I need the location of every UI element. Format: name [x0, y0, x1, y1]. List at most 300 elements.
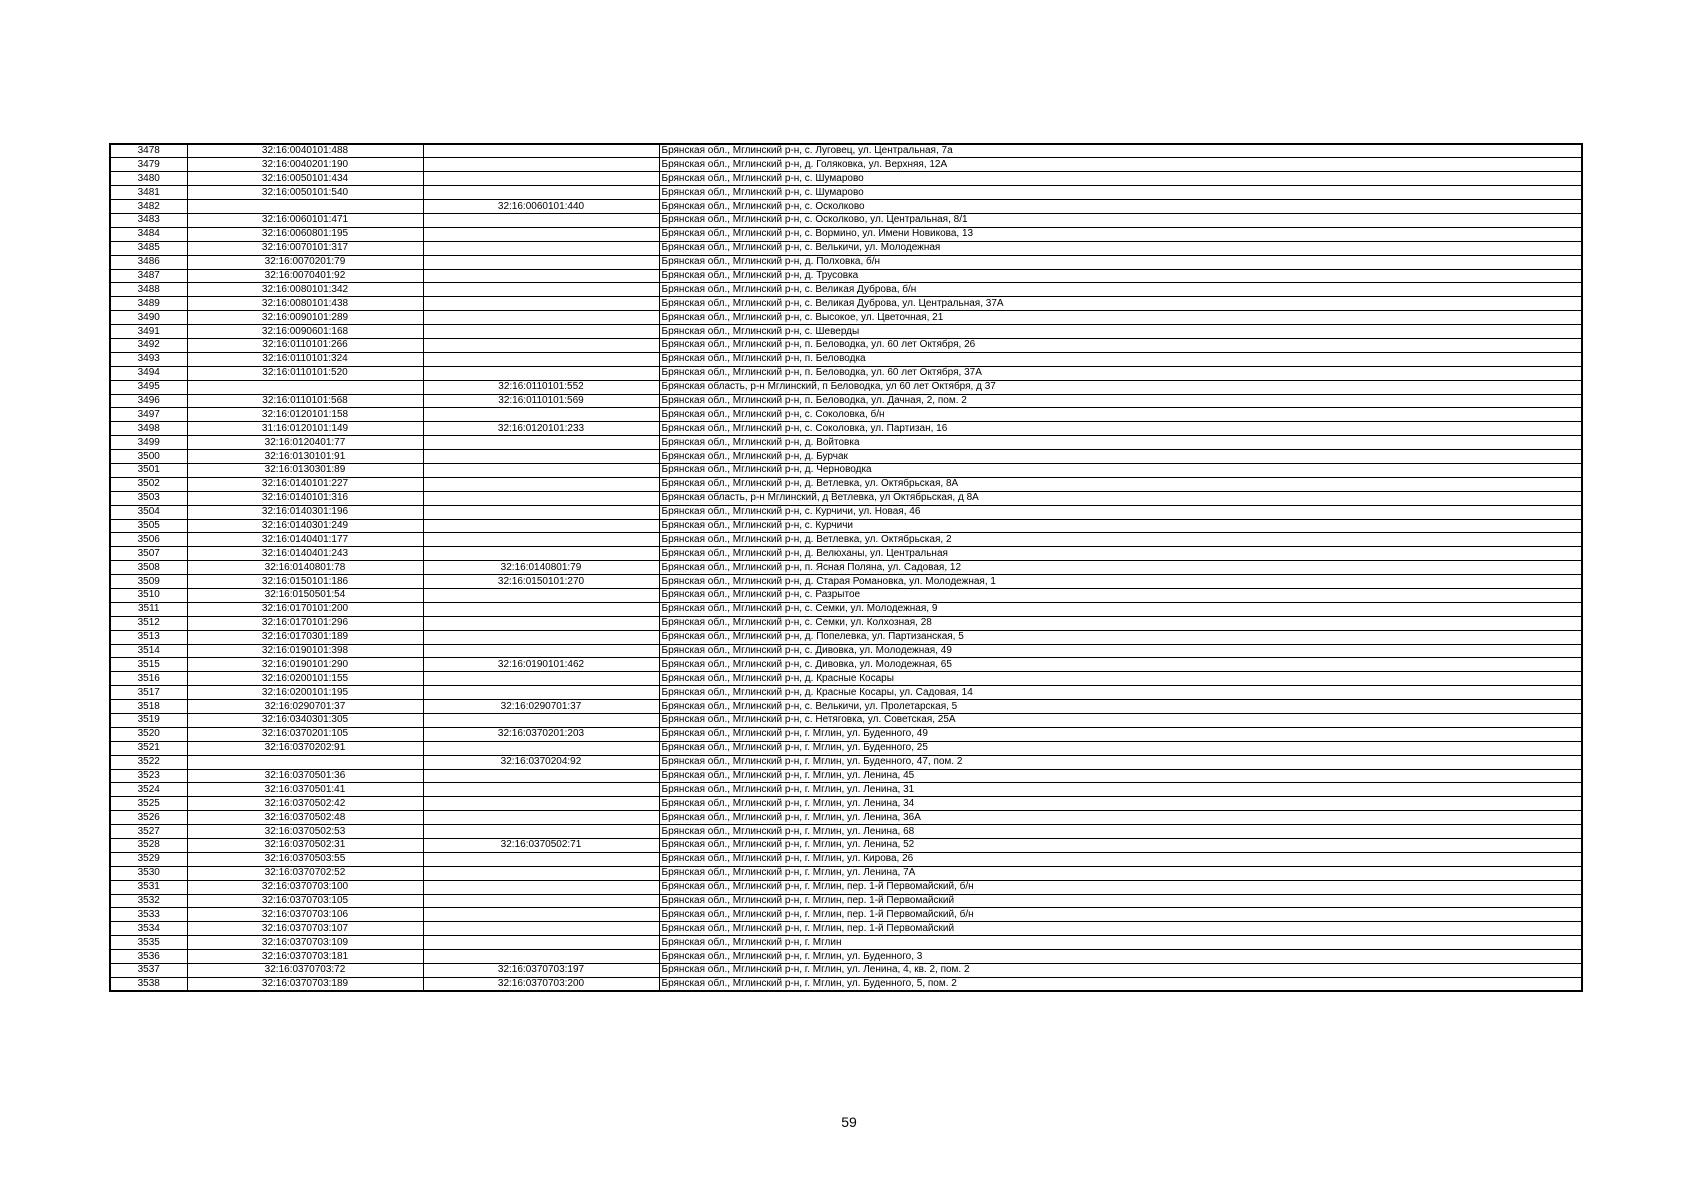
- row-number-cell: 3487: [110, 269, 187, 283]
- related-cadastral-number-cell: [423, 519, 659, 533]
- table-row: [110, 450, 1582, 464]
- related-cadastral-number-cell: [423, 325, 659, 339]
- row-number-cell: 3527: [110, 825, 187, 839]
- cadastral-number-cell: 32:16:0040201:190: [187, 158, 423, 172]
- table-row: [110, 311, 1582, 325]
- row-number-cell: 3528: [110, 839, 187, 853]
- address-cell: Брянская обл., Мглинский р-н, с. Разрытое: [659, 589, 1582, 603]
- table-body: [110, 144, 1582, 991]
- related-cadastral-number-cell: [423, 852, 659, 866]
- cadastral-number-cell: [187, 380, 423, 394]
- table-row: [110, 755, 1582, 769]
- row-number-cell: 3507: [110, 547, 187, 561]
- related-cadastral-number-cell: [423, 894, 659, 908]
- address-cell: Брянская обл., Мглинский р-н, с. Осколково: [659, 200, 1582, 214]
- cadastral-number-cell: 32:16:0370202:91: [187, 741, 423, 755]
- row-number-cell: 3489: [110, 297, 187, 311]
- related-cadastral-number-cell: [423, 602, 659, 616]
- cadastral-number-cell: 32:16:0370703:100: [187, 880, 423, 894]
- related-cadastral-number-cell: 32:16:0110101:552: [423, 380, 659, 394]
- cadastral-number-cell: 32:16:0140401:177: [187, 533, 423, 547]
- cadastral-number-cell: 32:16:0150501:54: [187, 589, 423, 603]
- address-cell: Брянская обл., Мглинский р-н, д. Трусовка: [659, 269, 1582, 283]
- related-cadastral-number-cell: 32:16:0370204:92: [423, 755, 659, 769]
- cadastral-number-cell: 32:16:0140801:78: [187, 561, 423, 575]
- cadastral-number-cell: 32:16:0370703:72: [187, 964, 423, 978]
- row-number-cell: 3524: [110, 783, 187, 797]
- address-cell: Брянская обл., Мглинский р-н, с. Семки, ул. Колхозная, 28: [659, 616, 1582, 630]
- related-cadastral-number-cell: [423, 491, 659, 505]
- address-cell: Брянская обл., Мглинский р-н, г. Мглин, ул. Буденного, 3: [659, 950, 1582, 964]
- row-number-cell: 3494: [110, 366, 187, 380]
- row-number-cell: 3518: [110, 700, 187, 714]
- table-row: [110, 436, 1582, 450]
- row-number-cell: 3525: [110, 797, 187, 811]
- related-cadastral-number-cell: [423, 589, 659, 603]
- address-cell: Брянская обл., Мглинский р-н, с. Курчичи: [659, 519, 1582, 533]
- address-cell: Брянская обл., Мглинский р-н, с. Вормино, ул. Имени Новикова, 13: [659, 227, 1582, 241]
- address-cell: Брянская обл., Мглинский р-н, с. Осколково, ул. Центральная, 8/1: [659, 213, 1582, 227]
- row-number-cell: 3534: [110, 922, 187, 936]
- related-cadastral-number-cell: [423, 769, 659, 783]
- related-cadastral-number-cell: [423, 533, 659, 547]
- address-cell: Брянская обл., Мглинский р-н, с. Велькичи, ул. Пролетарская, 5: [659, 700, 1582, 714]
- related-cadastral-number-cell: [423, 283, 659, 297]
- related-cadastral-number-cell: 32:16:0370703:197: [423, 964, 659, 978]
- related-cadastral-number-cell: 32:16:0370201:203: [423, 727, 659, 741]
- table-row: [110, 241, 1582, 255]
- table-row: [110, 380, 1582, 394]
- related-cadastral-number-cell: 32:16:0110101:569: [423, 394, 659, 408]
- table-row: [110, 366, 1582, 380]
- cadastral-number-cell: 32:16:0370503:55: [187, 852, 423, 866]
- row-number-cell: 3478: [110, 144, 187, 158]
- related-cadastral-number-cell: 32:16:0150101:270: [423, 575, 659, 589]
- row-number-cell: 3502: [110, 477, 187, 491]
- address-cell: Брянская область, р-н Мглинский, п Беловодка, ул 60 лет Октября, д 37: [659, 380, 1582, 394]
- row-number-cell: 3505: [110, 519, 187, 533]
- row-number-cell: 3532: [110, 894, 187, 908]
- cadastral-number-cell: 32:16:0340301:305: [187, 714, 423, 728]
- table-row: [110, 394, 1582, 408]
- related-cadastral-number-cell: [423, 950, 659, 964]
- related-cadastral-number-cell: [423, 269, 659, 283]
- cadastral-number-cell: 32:16:0370703:105: [187, 894, 423, 908]
- related-cadastral-number-cell: 32:16:0140801:79: [423, 561, 659, 575]
- table-row: [110, 825, 1582, 839]
- address-cell: Брянская обл., Мглинский р-н, с. Шумарово: [659, 172, 1582, 186]
- related-cadastral-number-cell: [423, 144, 659, 158]
- table-row: [110, 172, 1582, 186]
- related-cadastral-number-cell: [423, 352, 659, 366]
- row-number-cell: 3526: [110, 811, 187, 825]
- address-cell: Брянская обл., Мглинский р-н, г. Мглин, ул. Кирова, 26: [659, 852, 1582, 866]
- address-cell: Брянская обл., Мглинский р-н, д. Красные Косары, ул. Садовая, 14: [659, 686, 1582, 700]
- data-table: [109, 143, 1583, 992]
- table-row: [110, 200, 1582, 214]
- table-row: [110, 700, 1582, 714]
- cadastral-number-cell: 32:16:0070201:79: [187, 255, 423, 269]
- row-number-cell: 3512: [110, 616, 187, 630]
- row-number-cell: 3535: [110, 936, 187, 950]
- address-cell: Брянская обл., Мглинский р-н, д. Войтовка: [659, 436, 1582, 450]
- address-cell: Брянская обл., Мглинский р-н, с. Шеверды: [659, 325, 1582, 339]
- cadastral-number-cell: 32:16:0080101:342: [187, 283, 423, 297]
- cadastral-number-cell: 32:16:0370703:181: [187, 950, 423, 964]
- table-row: [110, 547, 1582, 561]
- table-row: [110, 616, 1582, 630]
- table-row: [110, 491, 1582, 505]
- cadastral-number-cell: 32:16:0120401:77: [187, 436, 423, 450]
- related-cadastral-number-cell: [423, 630, 659, 644]
- row-number-cell: 3515: [110, 658, 187, 672]
- cadastral-number-cell: 32:16:0370501:36: [187, 769, 423, 783]
- address-cell: Брянская обл., Мглинский р-н, г. Мглин, ул. Ленина, 7А: [659, 866, 1582, 880]
- cadastral-number-cell: 32:16:0290701:37: [187, 700, 423, 714]
- address-cell: Брянская обл., Мглинский р-н, д. Попелевка, ул. Партизанская, 5: [659, 630, 1582, 644]
- related-cadastral-number-cell: [423, 936, 659, 950]
- table-row: [110, 630, 1582, 644]
- address-cell: Брянская обл., Мглинский р-н, г. Мглин, пер. 1-й Первомайский, б/н: [659, 908, 1582, 922]
- row-number-cell: 3517: [110, 686, 187, 700]
- related-cadastral-number-cell: 32:16:0190101:462: [423, 658, 659, 672]
- related-cadastral-number-cell: [423, 241, 659, 255]
- related-cadastral-number-cell: [423, 811, 659, 825]
- related-cadastral-number-cell: [423, 408, 659, 422]
- table-row: [110, 797, 1582, 811]
- address-cell: Брянская обл., Мглинский р-н, с. Высокое, ул. Цветочная, 21: [659, 311, 1582, 325]
- address-cell: Брянская обл., Мглинский р-н, г. Мглин, ул. Ленина, 36А: [659, 811, 1582, 825]
- cadastral-number-cell: 32:16:0130101:91: [187, 450, 423, 464]
- address-cell: Брянская обл., Мглинский р-н, с. Нетяговка, ул. Советская, 25А: [659, 714, 1582, 728]
- address-cell: Брянская обл., Мглинский р-н, п. Беловодка, ул. 60 лет Октября, 26: [659, 338, 1582, 352]
- row-number-cell: 3482: [110, 200, 187, 214]
- row-number-cell: 3490: [110, 311, 187, 325]
- address-cell: Брянская обл., Мглинский р-н, с. Дивовка, ул. Молодежная, 65: [659, 658, 1582, 672]
- table-row: [110, 880, 1582, 894]
- address-cell: Брянская обл., Мглинский р-н, г. Мглин, пер. 1-й Первомайский, б/н: [659, 880, 1582, 894]
- address-cell: Брянская обл., Мглинский р-н, г. Мглин, ул. Ленина, 45: [659, 769, 1582, 783]
- address-cell: Брянская обл., Мглинский р-н, п. Беловодка: [659, 352, 1582, 366]
- cadastral-number-cell: 32:16:0110101:520: [187, 366, 423, 380]
- table-row: [110, 783, 1582, 797]
- cadastral-number-cell: 32:16:0040101:488: [187, 144, 423, 158]
- table-row: [110, 144, 1582, 158]
- cadastral-number-cell: 32:16:0140401:243: [187, 547, 423, 561]
- cadastral-number-cell: 32:16:0370502:31: [187, 839, 423, 853]
- table-row: [110, 714, 1582, 728]
- row-number-cell: 3520: [110, 727, 187, 741]
- row-number-cell: 3506: [110, 533, 187, 547]
- related-cadastral-number-cell: [423, 922, 659, 936]
- cadastral-number-cell: 32:16:0190101:398: [187, 644, 423, 658]
- cadastral-number-cell: 32:16:0200101:195: [187, 686, 423, 700]
- cadastral-number-cell: 32:16:0190101:290: [187, 658, 423, 672]
- cadastral-number-cell: 32:16:0060101:471: [187, 213, 423, 227]
- row-number-cell: 3514: [110, 644, 187, 658]
- table-row: [110, 686, 1582, 700]
- cadastral-number-cell: 32:16:0090101:289: [187, 311, 423, 325]
- address-cell: Брянская обл., Мглинский р-н, д. Бурчак: [659, 450, 1582, 464]
- related-cadastral-number-cell: [423, 255, 659, 269]
- related-cadastral-number-cell: [423, 741, 659, 755]
- cadastral-number-cell: 32:16:0370703:109: [187, 936, 423, 950]
- row-number-cell: 3521: [110, 741, 187, 755]
- cadastral-number-cell: 32:16:0370501:41: [187, 783, 423, 797]
- table-row: [110, 422, 1582, 436]
- address-cell: Брянская обл., Мглинский р-н, г. Мглин, ул. Ленина, 52: [659, 839, 1582, 853]
- related-cadastral-number-cell: [423, 172, 659, 186]
- row-number-cell: 3500: [110, 450, 187, 464]
- address-cell: Брянская обл., Мглинский р-н, с. Шумарово: [659, 186, 1582, 200]
- cadastral-number-cell: 32:16:0200101:155: [187, 672, 423, 686]
- row-number-cell: 3496: [110, 394, 187, 408]
- row-number-cell: 3509: [110, 575, 187, 589]
- table-row: [110, 213, 1582, 227]
- address-cell: Брянская обл., Мглинский р-н, с. Дивовка, ул. Молодежная, 49: [659, 644, 1582, 658]
- address-cell: Брянская обл., Мглинский р-н, д. Велюханы, ул. Центральная: [659, 547, 1582, 561]
- address-cell: Брянская обл., Мглинский р-н, г. Мглин, ул. Ленина, 4, кв. 2, пом. 2: [659, 964, 1582, 978]
- related-cadastral-number-cell: 32:16:0290701:37: [423, 700, 659, 714]
- related-cadastral-number-cell: 32:16:0120101:233: [423, 422, 659, 436]
- table-row: [110, 602, 1582, 616]
- table-row: [110, 769, 1582, 783]
- related-cadastral-number-cell: [423, 227, 659, 241]
- row-number-cell: 3529: [110, 852, 187, 866]
- row-number-cell: 3533: [110, 908, 187, 922]
- address-cell: Брянская обл., Мглинский р-н, г. Мглин, ул. Ленина, 31: [659, 783, 1582, 797]
- address-cell: Брянская обл., Мглинский р-н, с. Великая Дуброва, б/н: [659, 283, 1582, 297]
- cadastral-number-cell: 32:16:0370502:53: [187, 825, 423, 839]
- address-cell: Брянская обл., Мглинский р-н, п. Беловодка, ул. Дачная, 2, пом. 2: [659, 394, 1582, 408]
- address-cell: Брянская обл., Мглинский р-н, п. Беловодка, ул. 60 лет Октября, 37А: [659, 366, 1582, 380]
- address-cell: Брянская область, р-н Мглинский, д Ветлевка, ул Октябрьская, д 8А: [659, 491, 1582, 505]
- cadastral-number-cell: [187, 755, 423, 769]
- table-row: [110, 186, 1582, 200]
- cadastral-number-cell: 32:16:0140101:316: [187, 491, 423, 505]
- cadastral-number-cell: 32:16:0170101:296: [187, 616, 423, 630]
- address-cell: Брянская обл., Мглинский р-н, г. Мглин, ул. Ленина, 68: [659, 825, 1582, 839]
- address-cell: Брянская обл., Мглинский р-н, д. Черноводка: [659, 463, 1582, 477]
- cadastral-number-cell: 32:16:0070401:92: [187, 269, 423, 283]
- row-number-cell: 3486: [110, 255, 187, 269]
- related-cadastral-number-cell: [423, 616, 659, 630]
- table-row: [110, 852, 1582, 866]
- table-row: [110, 908, 1582, 922]
- related-cadastral-number-cell: [423, 505, 659, 519]
- row-number-cell: 3493: [110, 352, 187, 366]
- page-number: 59: [841, 1114, 857, 1130]
- row-number-cell: 3495: [110, 380, 187, 394]
- related-cadastral-number-cell: [423, 186, 659, 200]
- table-row: [110, 519, 1582, 533]
- row-number-cell: 3499: [110, 436, 187, 450]
- table-row: [110, 936, 1582, 950]
- table-row: [110, 463, 1582, 477]
- table-row: [110, 866, 1582, 880]
- table-row: [110, 727, 1582, 741]
- related-cadastral-number-cell: [423, 908, 659, 922]
- cadastral-number-cell: 32:16:0150101:186: [187, 575, 423, 589]
- related-cadastral-number-cell: [423, 714, 659, 728]
- row-number-cell: 3513: [110, 630, 187, 644]
- address-cell: Брянская обл., Мглинский р-н, г. Мглин, пер. 1-й Первомайский: [659, 922, 1582, 936]
- row-number-cell: 3501: [110, 463, 187, 477]
- row-number-cell: 3536: [110, 950, 187, 964]
- row-number-cell: 3508: [110, 561, 187, 575]
- table-row: [110, 741, 1582, 755]
- cadastral-number-cell: 32:16:0080101:438: [187, 297, 423, 311]
- address-cell: Брянская обл., Мглинский р-н, с. Великая Дуброва, ул. Центральная, 37А: [659, 297, 1582, 311]
- table-row: [110, 977, 1582, 991]
- related-cadastral-number-cell: [423, 450, 659, 464]
- address-cell: Брянская обл., Мглинский р-н, с. Семки, ул. Молодежная, 9: [659, 602, 1582, 616]
- address-cell: Брянская обл., Мглинский р-н, с. Велькичи, ул. Молодежная: [659, 241, 1582, 255]
- related-cadastral-number-cell: [423, 158, 659, 172]
- row-number-cell: 3531: [110, 880, 187, 894]
- table-row: [110, 408, 1582, 422]
- address-cell: Брянская обл., Мглинский р-н, г. Мглин, ул. Буденного, 25: [659, 741, 1582, 755]
- address-cell: Брянская обл., Мглинский р-н, д. Ветлевка, ул. Октябрьская, 2: [659, 533, 1582, 547]
- table-row: [110, 283, 1582, 297]
- table-row: [110, 158, 1582, 172]
- table-row: [110, 644, 1582, 658]
- row-number-cell: 3530: [110, 866, 187, 880]
- row-number-cell: 3537: [110, 964, 187, 978]
- cadastral-number-cell: 32:16:0050101:540: [187, 186, 423, 200]
- address-cell: Брянская обл., Мглинский р-н, г. Мглин, пер. 1-й Первомайский: [659, 894, 1582, 908]
- row-number-cell: 3503: [110, 491, 187, 505]
- address-cell: Брянская обл., Мглинский р-н, г. Мглин, ул. Ленина, 34: [659, 797, 1582, 811]
- row-number-cell: 3488: [110, 283, 187, 297]
- address-cell: Брянская обл., Мглинский р-н, г. Мглин, ул. Буденного, 5, пом. 2: [659, 977, 1582, 991]
- table-row: [110, 964, 1582, 978]
- cadastral-number-cell: 32:16:0110101:568: [187, 394, 423, 408]
- related-cadastral-number-cell: [423, 436, 659, 450]
- row-number-cell: 3516: [110, 672, 187, 686]
- row-number-cell: 3519: [110, 714, 187, 728]
- address-cell: Брянская обл., Мглинский р-н, д. Красные Косары: [659, 672, 1582, 686]
- row-number-cell: 3483: [110, 213, 187, 227]
- address-cell: Брянская обл., Мглинский р-н, г. Мглин, ул. Буденного, 49: [659, 727, 1582, 741]
- table-row: [110, 894, 1582, 908]
- table-row: [110, 922, 1582, 936]
- cadastral-number-cell: 32:16:0110101:324: [187, 352, 423, 366]
- related-cadastral-number-cell: [423, 297, 659, 311]
- address-cell: Брянская обл., Мглинский р-н, д. Полховка, б/н: [659, 255, 1582, 269]
- address-cell: Брянская обл., Мглинский р-н, д. Голяковка, ул. Верхняя, 12А: [659, 158, 1582, 172]
- related-cadastral-number-cell: [423, 672, 659, 686]
- cadastral-number-cell: 32:16:0170301:189: [187, 630, 423, 644]
- related-cadastral-number-cell: [423, 797, 659, 811]
- cadastral-number-cell: 32:16:0370502:42: [187, 797, 423, 811]
- table-row: [110, 325, 1582, 339]
- row-number-cell: 3484: [110, 227, 187, 241]
- related-cadastral-number-cell: 32:16:0060101:440: [423, 200, 659, 214]
- address-cell: Брянская обл., Мглинский р-н, д. Старая Романовка, ул. Молодежная, 1: [659, 575, 1582, 589]
- row-number-cell: 3522: [110, 755, 187, 769]
- related-cadastral-number-cell: [423, 366, 659, 380]
- cadastral-number-cell: 32:16:0140301:196: [187, 505, 423, 519]
- cadastral-number-cell: 32:16:0060801:195: [187, 227, 423, 241]
- row-number-cell: 3510: [110, 589, 187, 603]
- table-row: [110, 811, 1582, 825]
- table-row: [110, 227, 1582, 241]
- cadastral-number-cell: 32:16:0110101:266: [187, 338, 423, 352]
- related-cadastral-number-cell: 32:16:0370703:200: [423, 977, 659, 991]
- row-number-cell: 3491: [110, 325, 187, 339]
- table-row: [110, 505, 1582, 519]
- cadastral-number-cell: 32:16:0090601:168: [187, 325, 423, 339]
- table-row: [110, 658, 1582, 672]
- address-cell: Брянская обл., Мглинский р-н, г. Мглин: [659, 936, 1582, 950]
- table-row: [110, 255, 1582, 269]
- table-row: [110, 950, 1582, 964]
- related-cadastral-number-cell: [423, 477, 659, 491]
- table-row: [110, 338, 1582, 352]
- row-number-cell: 3538: [110, 977, 187, 991]
- cadastral-number-cell: 32:16:0370502:48: [187, 811, 423, 825]
- address-cell: Брянская обл., Мглинский р-н, с. Курчичи, ул. Новая, 46: [659, 505, 1582, 519]
- cadastral-number-cell: 31:16:0120101:149: [187, 422, 423, 436]
- related-cadastral-number-cell: [423, 311, 659, 325]
- table-row: [110, 839, 1582, 853]
- address-cell: Брянская обл., Мглинский р-н, г. Мглин, ул. Буденного, 47, пом. 2: [659, 755, 1582, 769]
- cadastral-number-cell: 32:16:0370702:52: [187, 866, 423, 880]
- related-cadastral-number-cell: 32:16:0370502:71: [423, 839, 659, 853]
- table-row: [110, 589, 1582, 603]
- related-cadastral-number-cell: [423, 686, 659, 700]
- address-cell: Брянская обл., Мглинский р-н, с. Соколовка, б/н: [659, 408, 1582, 422]
- table-row: [110, 269, 1582, 283]
- address-cell: Брянская обл., Мглинский р-н, с. Соколовка, ул. Партизан, 16: [659, 422, 1582, 436]
- cadastral-number-cell: 32:16:0170101:200: [187, 602, 423, 616]
- cadastral-number-cell: 32:16:0070101:317: [187, 241, 423, 255]
- table-row: [110, 297, 1582, 311]
- cadastral-number-cell: 32:16:0140101:227: [187, 477, 423, 491]
- cadastral-number-cell: 32:16:0370201:105: [187, 727, 423, 741]
- cadastral-number-cell: 32:16:0370703:107: [187, 922, 423, 936]
- address-cell: Брянская обл., Мглинский р-н, с. Луговец, ул. Центральная, 7а: [659, 144, 1582, 158]
- row-number-cell: 3504: [110, 505, 187, 519]
- address-cell: Брянская обл., Мглинский р-н, д. Ветлевка, ул. Октябрьская, 8А: [659, 477, 1582, 491]
- cadastral-number-cell: 32:16:0140301:249: [187, 519, 423, 533]
- cadastral-number-cell: 32:16:0370703:106: [187, 908, 423, 922]
- row-number-cell: 3511: [110, 602, 187, 616]
- row-number-cell: 3498: [110, 422, 187, 436]
- related-cadastral-number-cell: [423, 783, 659, 797]
- table-row: [110, 575, 1582, 589]
- table-row: [110, 561, 1582, 575]
- table-row: [110, 533, 1582, 547]
- table-row: [110, 352, 1582, 366]
- row-number-cell: 3479: [110, 158, 187, 172]
- row-number-cell: 3480: [110, 172, 187, 186]
- related-cadastral-number-cell: [423, 338, 659, 352]
- cadastral-number-cell: [187, 200, 423, 214]
- address-cell: Брянская обл., Мглинский р-н, п. Ясная Поляна, ул. Садовая, 12: [659, 561, 1582, 575]
- cadastral-number-cell: 32:16:0050101:434: [187, 172, 423, 186]
- related-cadastral-number-cell: [423, 866, 659, 880]
- cadastral-number-cell: 32:16:0120101:158: [187, 408, 423, 422]
- row-number-cell: 3492: [110, 338, 187, 352]
- row-number-cell: 3523: [110, 769, 187, 783]
- row-number-cell: 3497: [110, 408, 187, 422]
- cadastral-number-cell: 32:16:0130301:89: [187, 463, 423, 477]
- table-row: [110, 672, 1582, 686]
- row-number-cell: 3481: [110, 186, 187, 200]
- related-cadastral-number-cell: [423, 463, 659, 477]
